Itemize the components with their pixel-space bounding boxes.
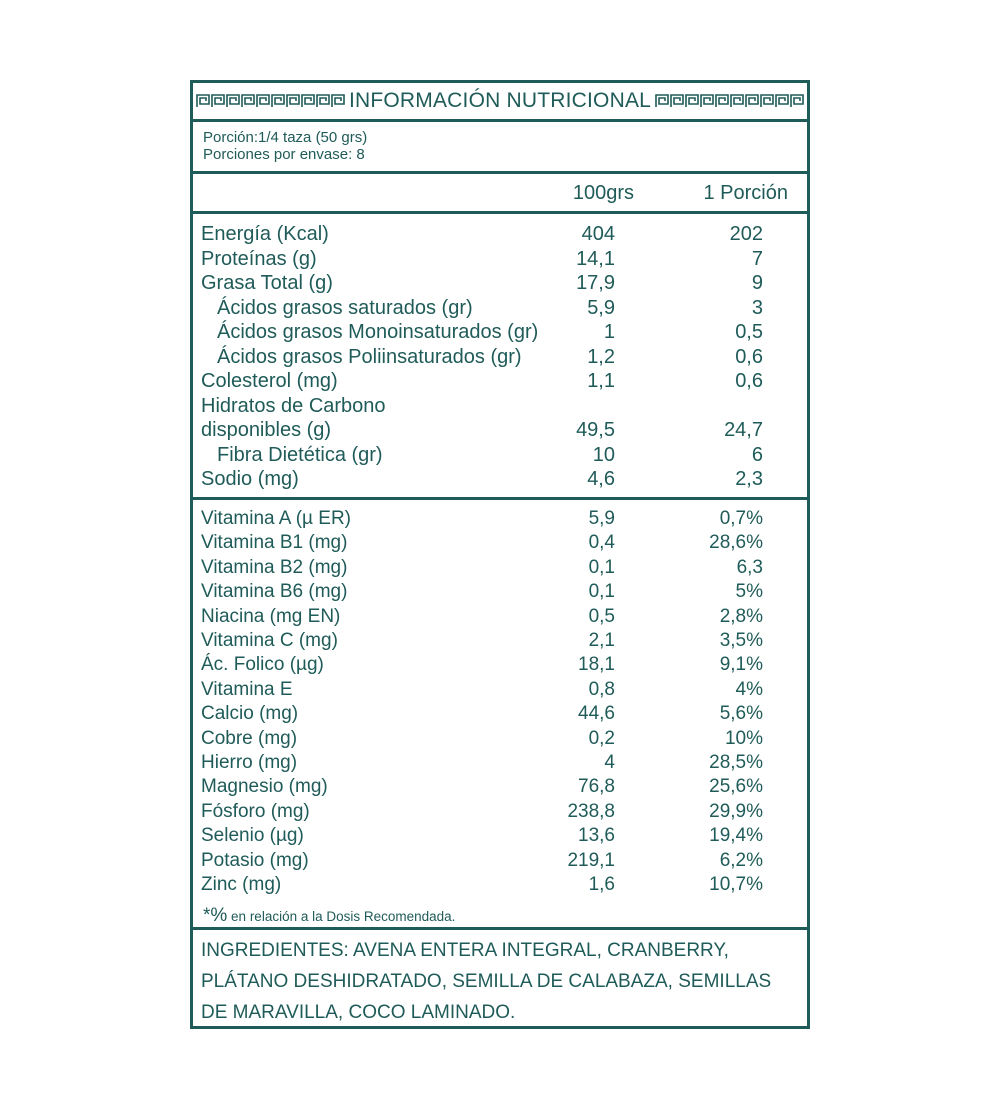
vitamin-value-portion: 29,9% bbox=[709, 800, 763, 822]
nutrient-row bbox=[193, 418, 807, 442]
vitamin-value-portion: 5,6% bbox=[719, 703, 763, 725]
nutrient-value-100g: 1,2 bbox=[587, 345, 615, 368]
nutrient-value-portion: 0,5 bbox=[735, 321, 763, 343]
vitamin-label: Vitamina B1 (mg) bbox=[201, 532, 348, 554]
title-row bbox=[193, 83, 807, 119]
nutrient-value-100g: 14,1 bbox=[576, 247, 615, 270]
meander-glyph bbox=[655, 94, 669, 108]
vitamin-row bbox=[193, 800, 807, 824]
meander-glyph bbox=[286, 94, 300, 108]
vitamin-row bbox=[193, 775, 807, 799]
nutrient-label: Ácidos grasos saturados (gr) bbox=[217, 296, 473, 319]
vitamin-label: Vitamina E bbox=[201, 678, 293, 700]
nutrient-value-portion: 0,6 bbox=[735, 370, 763, 392]
vitamin-row bbox=[193, 629, 807, 653]
ingredients: INGREDIENTES: AVENA ENTERA INTEGRAL, CRANBERRY, PLÁTANO DESHIDRATADO, SEMILLA DE CALABAZA, SEMILLAS DE MARAVILLA, COCO LAMINADO. bbox=[201, 940, 772, 1023]
nutrient-value-portion: 0,6 bbox=[735, 345, 763, 368]
vitamin-label: Vitamina C (mg) bbox=[201, 630, 338, 651]
footnote-marker: *% bbox=[203, 905, 228, 926]
nutrient-value-100g: 404 bbox=[581, 223, 615, 245]
vitamin-value-portion: 10,7% bbox=[709, 874, 763, 895]
meander-glyph bbox=[775, 94, 789, 108]
vitamin-label: Vitamina B6 (mg) bbox=[201, 581, 348, 603]
meander-border-right bbox=[655, 94, 804, 108]
vitamin-row bbox=[193, 727, 807, 751]
vitamin-value-100g: 13,6 bbox=[578, 825, 615, 847]
nutrient-value-portion: 202 bbox=[729, 223, 763, 245]
vitamin-row bbox=[193, 824, 807, 848]
nutrient-row bbox=[193, 345, 807, 369]
vitamin-value-100g: 1,6 bbox=[588, 874, 615, 895]
vitamin-label: Potasio (mg) bbox=[201, 849, 309, 871]
nutrient-value-100g: 17,9 bbox=[576, 272, 615, 294]
nutrient-value-portion: 6 bbox=[751, 443, 763, 466]
vitamin-value-portion: 28,5% bbox=[709, 752, 763, 773]
panel-title: INFORMACIÓN NUTRICIONAL bbox=[348, 89, 652, 112]
nutrient-value-100g: 49,5 bbox=[576, 419, 615, 441]
meander-glyph bbox=[226, 94, 240, 108]
vitamin-value-100g: 0,8 bbox=[588, 678, 615, 700]
nutrient-row bbox=[193, 320, 807, 344]
serving-info bbox=[193, 122, 807, 171]
meander-glyph bbox=[211, 94, 225, 108]
meander-glyph bbox=[715, 94, 729, 108]
meander-glyph bbox=[685, 94, 699, 108]
vitamin-value-portion: 25,6% bbox=[709, 776, 763, 798]
meander-glyph bbox=[241, 94, 255, 108]
vitamin-value-portion: 6,2% bbox=[719, 849, 763, 871]
nutrient-value-portion: 9 bbox=[751, 272, 763, 294]
nutrient-label: Fibra Dietética (gr) bbox=[217, 443, 383, 466]
footnote-text: en relación a la Dosis Recomendada. bbox=[227, 909, 456, 924]
nutrient-row bbox=[193, 271, 807, 295]
nutrient-label: Energía (Kcal) bbox=[201, 223, 329, 245]
nutrient-value-100g: 1 bbox=[603, 321, 615, 343]
nutrient-value-portion: 3 bbox=[751, 296, 763, 319]
nutrient-label: Colesterol (mg) bbox=[201, 370, 338, 392]
vitamin-value-100g: 0,1 bbox=[588, 581, 615, 603]
meander-glyph bbox=[271, 94, 285, 108]
vitamin-table bbox=[193, 500, 807, 930]
portion-size: Porción:1/4 taza (50 grs) bbox=[203, 129, 368, 146]
nutrient-value-100g: 1,1 bbox=[587, 370, 615, 392]
vitamin-value-portion: 19,4% bbox=[709, 825, 763, 847]
vitamin-label: Niacina (mg EN) bbox=[201, 605, 341, 627]
vitamin-row bbox=[193, 873, 807, 897]
meander-glyph bbox=[700, 94, 714, 108]
meander-glyph bbox=[316, 94, 330, 108]
vitamin-value-100g: 2,1 bbox=[588, 630, 615, 651]
vitamin-label: Calcio (mg) bbox=[201, 703, 299, 725]
nutrient-label: Ácidos grasos Monoinsaturados (gr) bbox=[217, 321, 539, 343]
vitamin-label: Magnesio (mg) bbox=[201, 776, 328, 798]
nutrient-value-100g: 5,9 bbox=[587, 296, 615, 319]
footnote bbox=[203, 905, 455, 927]
nutrient-row bbox=[193, 296, 807, 320]
nutrient-label: Sodio (mg) bbox=[201, 468, 299, 490]
vitamin-value-100g: 0,5 bbox=[588, 605, 615, 627]
nutrient-value-100g: 4,6 bbox=[587, 468, 615, 490]
meander-glyph bbox=[730, 94, 744, 108]
vitamin-row bbox=[193, 849, 807, 873]
meander-glyph bbox=[331, 94, 345, 108]
vitamin-value-100g: 4 bbox=[604, 752, 615, 773]
column-header-100g: 100grs bbox=[572, 182, 634, 204]
nutrient-row bbox=[193, 467, 807, 491]
vitamin-row bbox=[193, 531, 807, 555]
nutrient-row bbox=[193, 394, 807, 418]
nutrient-label: Proteínas (g) bbox=[201, 247, 317, 270]
nutrient-value-portion: 24,7 bbox=[724, 419, 763, 441]
nutrient-label: disponibles (g) bbox=[201, 419, 332, 441]
nutrient-row bbox=[193, 369, 807, 393]
vitamin-value-portion: 9,1% bbox=[719, 654, 763, 676]
vitamin-row bbox=[193, 556, 807, 580]
vitamin-row bbox=[193, 605, 807, 629]
vitamin-value-portion: 4% bbox=[735, 678, 763, 700]
nutrient-table bbox=[193, 214, 807, 497]
nutrient-row bbox=[193, 222, 807, 246]
vitamin-value-100g: 0,2 bbox=[588, 727, 615, 749]
vitamin-value-100g: 44,6 bbox=[578, 703, 615, 725]
vitamin-value-portion: 0,7% bbox=[719, 508, 763, 529]
vitamin-value-portion: 3,5% bbox=[719, 630, 763, 651]
vitamin-label: Hierro (mg) bbox=[201, 752, 298, 773]
nutrient-value-portion: 7 bbox=[751, 247, 763, 270]
vitamin-row bbox=[193, 751, 807, 775]
nutrient-label: Hidratos de Carbono bbox=[201, 394, 386, 417]
meander-glyph bbox=[790, 94, 804, 108]
vitamin-value-portion: 2,8% bbox=[719, 605, 763, 627]
nutrient-row bbox=[193, 247, 807, 271]
meander-border-left bbox=[196, 94, 345, 108]
vitamin-label: Vitamina A (µ ER) bbox=[201, 508, 351, 529]
meander-glyph bbox=[196, 94, 210, 108]
vitamin-row bbox=[193, 507, 807, 531]
nutrition-facts-panel bbox=[190, 80, 810, 1029]
vitamin-row bbox=[193, 653, 807, 677]
vitamin-value-portion: 10% bbox=[724, 727, 763, 749]
meander-glyph bbox=[760, 94, 774, 108]
vitamin-value-100g: 0,4 bbox=[588, 532, 615, 554]
nutrient-label: Grasa Total (g) bbox=[201, 272, 333, 294]
vitamin-value-portion: 28,6% bbox=[709, 532, 763, 554]
vitamin-value-100g: 5,9 bbox=[588, 508, 615, 529]
vitamin-value-100g: 76,8 bbox=[578, 776, 615, 798]
vitamin-label: Cobre (mg) bbox=[201, 727, 298, 749]
vitamin-label: Vitamina B2 (mg) bbox=[201, 556, 348, 578]
vitamin-value-100g: 0,1 bbox=[588, 556, 615, 578]
nutrient-value-portion: 2,3 bbox=[735, 468, 763, 490]
column-headers bbox=[193, 174, 807, 211]
meander-glyph bbox=[301, 94, 315, 108]
vitamin-row bbox=[193, 702, 807, 726]
nutrient-label: Ácidos grasos Poliinsaturados (gr) bbox=[217, 345, 522, 368]
vitamin-row bbox=[193, 678, 807, 702]
vitamin-label: Zinc (mg) bbox=[201, 874, 282, 895]
column-header-portion: 1 Porción bbox=[703, 182, 788, 204]
vitamin-label: Fósforo (mg) bbox=[201, 800, 310, 822]
meander-glyph bbox=[745, 94, 759, 108]
nutrient-row bbox=[193, 443, 807, 467]
vitamin-value-100g: 18,1 bbox=[578, 654, 615, 676]
vitamin-label: Ác. Folico (µg) bbox=[201, 654, 324, 676]
nutrient-value-100g: 10 bbox=[592, 443, 615, 466]
vitamin-value-portion: 5% bbox=[735, 581, 763, 603]
meander-glyph bbox=[670, 94, 684, 108]
vitamin-label: Selenio (µg) bbox=[201, 825, 304, 847]
portions-per-container: Porciones por envase: 8 bbox=[203, 146, 365, 163]
vitamin-value-100g: 238,8 bbox=[567, 800, 615, 822]
vitamin-value-portion: 6,3 bbox=[736, 556, 763, 578]
vitamin-value-100g: 219,1 bbox=[567, 849, 615, 871]
meander-glyph bbox=[256, 94, 270, 108]
vitamin-row bbox=[193, 580, 807, 604]
